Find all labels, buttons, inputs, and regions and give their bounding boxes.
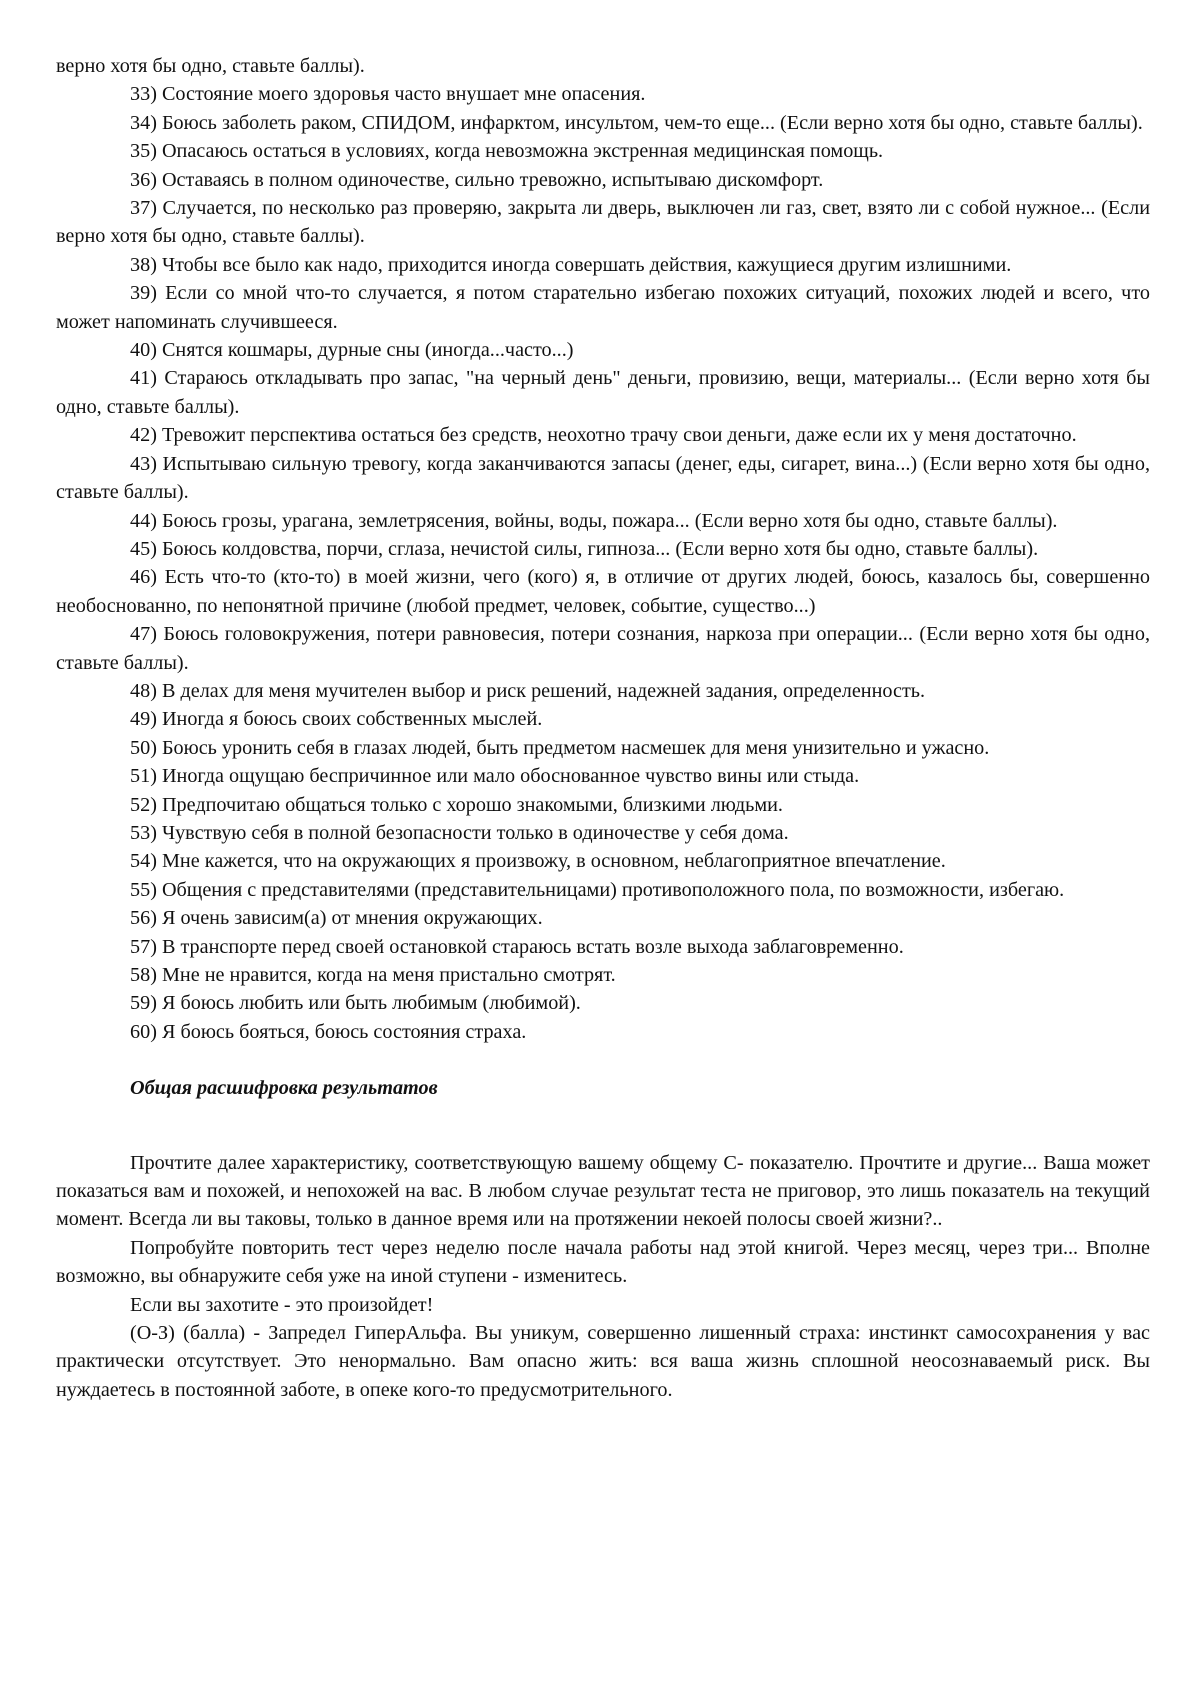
- document-page: [56, 52, 1150, 1404]
- list-item: 44) Боюсь грозы, урагана, землетрясения, войны, воды, пожара... (Если верно хотя бы одно, ставьте баллы).: [130, 509, 1058, 532]
- list-item: 45) Боюсь колдовства, порчи, сглаза, нечистой силы, гипноза... (Если верно хотя бы одно, ставьте баллы).: [130, 537, 1039, 560]
- list-item: 60) Я боюсь бояться, боюсь состояния страха.: [130, 1020, 527, 1043]
- lead-text: верно хотя бы одно, ставьте баллы).: [56, 55, 365, 77]
- list-item: 51) Иногда ощущаю беспричинное или мало обоснованное чувство вины или стыда.: [130, 765, 860, 788]
- list-item: 54) Мне кажется, что на окружающих я произвожу, в основном, неблагоприятное впечатление.: [130, 850, 946, 873]
- paragraph: Попробуйте повторить тест через неделю после начала работы над этой книгой. Через месяц, через три... Вполне возможно, вы обнаружите себя уже на иной ступени - изменитесь.: [56, 1236, 1150, 1288]
- paragraph: Прочтите далее характеристику, соответствующую вашему общему С- показателю. Прочтите и другие... Ваша может показаться вам и похожей, и непохожей на вас. В любом случае результат теста не приговор, это лишь показатель на текущий момент. Всегда ли вы таковы, только в данное время или на протяжении некоей полосы своей жизни?..: [56, 1151, 1150, 1231]
- paragraph: (О-З) (балла) - Запредел ГиперАльфа. Вы уникум, совершенно лишенный страха: инстинкт самосохранения у вас практически отсутствует. Это ненормально. Вам опасно жить: вся ваша жизнь сплошной неосознаваемый риск. Вы нуждаетесь в постоянной заботе, в опеке кого-то предусмотрительного.: [56, 1322, 1150, 1401]
- list-item: 48) В делах для меня мучителен выбор и риск решений, надежней задания, определенность.: [130, 679, 926, 702]
- list-item: 50) Боюсь уронить себя в глазах людей, быть предметом насмешек для меня унизительно и ужасно.: [130, 736, 990, 759]
- list-item: 55) Общения с представителями (представительницами) противоположного пола, по возможности, избегаю.: [130, 878, 1065, 901]
- list-item: 58) Мне не нравится, когда на меня пристально смотрят.: [130, 964, 616, 986]
- questionnaire-items: [56, 80, 1150, 1046]
- list-item: 41) Стараюсь откладывать про запас, "на черный день" деньги, провизию, вещи, материалы... (Если верно хотя бы одно, ставьте баллы).: [56, 367, 1150, 418]
- list-item: 38) Чтобы все было как надо, приходится иногда совершать действия, кажущиеся другим излишними.: [130, 253, 1012, 276]
- section-gap: [56, 1103, 1150, 1149]
- list-item: 37) Случается, по несколько раз проверяю, закрыта ли дверь, выключен ли газ, свет, взято ли с собой нужное... (Если верно хотя бы одно, ставьте баллы).: [56, 197, 1150, 248]
- list-item: 35) Опасаюсь остаться в условиях, когда невозможна экстренная медицинская помощь.: [130, 140, 884, 163]
- list-item: 42) Тревожит перспектива остаться без средств, неохотно трачу свои деньги, даже если их у меня достаточно.: [130, 424, 1077, 447]
- list-item: 40) Снятся кошмары, дурные сны (иногда...часто...): [130, 339, 574, 362]
- list-item: 57) В транспорте перед своей остановкой стараюсь встать возле выхода заблаговременно.: [130, 935, 904, 958]
- list-item: 46) Есть что-то (кто-то) в моей жизни, чего (кого) я, в отличие от других людей, боюсь, казалось бы, совершенно необоснованно, по непонятной причине (любой предмет, человек, событие, существо...): [56, 566, 1150, 617]
- list-item: 43) Испытываю сильную тревогу, когда заканчиваются запасы (денег, еды, сигарет, вина...) (Если верно хотя бы одно, ставьте баллы).: [56, 452, 1150, 504]
- paragraph: Если вы захотите - это произойдет!: [130, 1293, 434, 1316]
- list-item: 39) Если со мной что-то случается, я потом старательно избегаю похожих ситуаций, похожих людей и всего, что может напоминать случившееся.: [56, 282, 1150, 333]
- list-item: 52) Предпочитаю общаться только с хорошо знакомыми, близкими людьми.: [130, 793, 783, 816]
- section-heading: Общая расшифровка результатов: [130, 1077, 438, 1100]
- list-item: 34) Боюсь заболеть раком, СПИДОМ, инфарктом, инсультом, чем-то еще... (Если верно хотя бы одно, ставьте баллы).: [130, 111, 1143, 134]
- list-item: 47) Боюсь головокружения, потери равновесия, потери сознания, наркоза при операции... (Если верно хотя бы одно, ставьте баллы).: [56, 623, 1150, 674]
- list-item: 36) Оставаясь в полном одиночестве, сильно тревожно, испытываю дискомфорт.: [130, 168, 824, 191]
- list-item: 53) Чувствую себя в полной безопасности только в одиночестве у себя дома.: [130, 821, 789, 844]
- list-item: 56) Я очень зависим(а) от мнения окружающих.: [130, 907, 543, 930]
- results-section: [56, 1149, 1150, 1405]
- list-item: 33) Состояние моего здоровья часто внушает мне опасения.: [130, 83, 646, 106]
- list-item: 59) Я боюсь любить или быть любимым (любимой).: [130, 992, 581, 1015]
- list-item: 49) Иногда я боюсь своих собственных мыслей.: [130, 708, 543, 731]
